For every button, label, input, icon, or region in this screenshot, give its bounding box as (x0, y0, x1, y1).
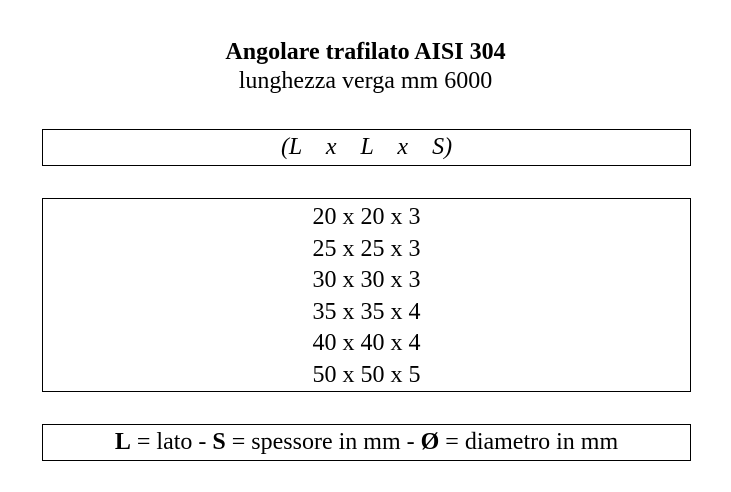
size-row: 20 x 20 x 3 (312, 204, 421, 230)
format-box (42, 129, 691, 166)
size-row: 40 x 40 x 4 (312, 330, 421, 356)
sizes-box (42, 198, 691, 392)
legend-l-symbol: L (114, 429, 131, 455)
legend-d-text: = diametro in mm (439, 429, 619, 455)
size-row: 35 x 35 x 4 (312, 298, 421, 325)
legend-s-symbol: S (212, 429, 226, 455)
legend-s-text: = spessore in mm - (225, 429, 421, 455)
format-label: (L x L x S) (280, 134, 453, 160)
legend-d-symbol: Ø (420, 429, 440, 455)
document-subtitle: lunghezza verga mm 6000 (238, 68, 493, 94)
document-title: Angolare trafilato AISI 304 (225, 39, 506, 65)
legend-box (42, 424, 691, 461)
size-row: 30 x 30 x 3 (312, 267, 421, 293)
legend-l-text: = lato - (130, 429, 213, 455)
size-row: 50 x 50 x 5 (312, 361, 421, 388)
size-row: 25 x 25 x 3 (312, 235, 421, 262)
